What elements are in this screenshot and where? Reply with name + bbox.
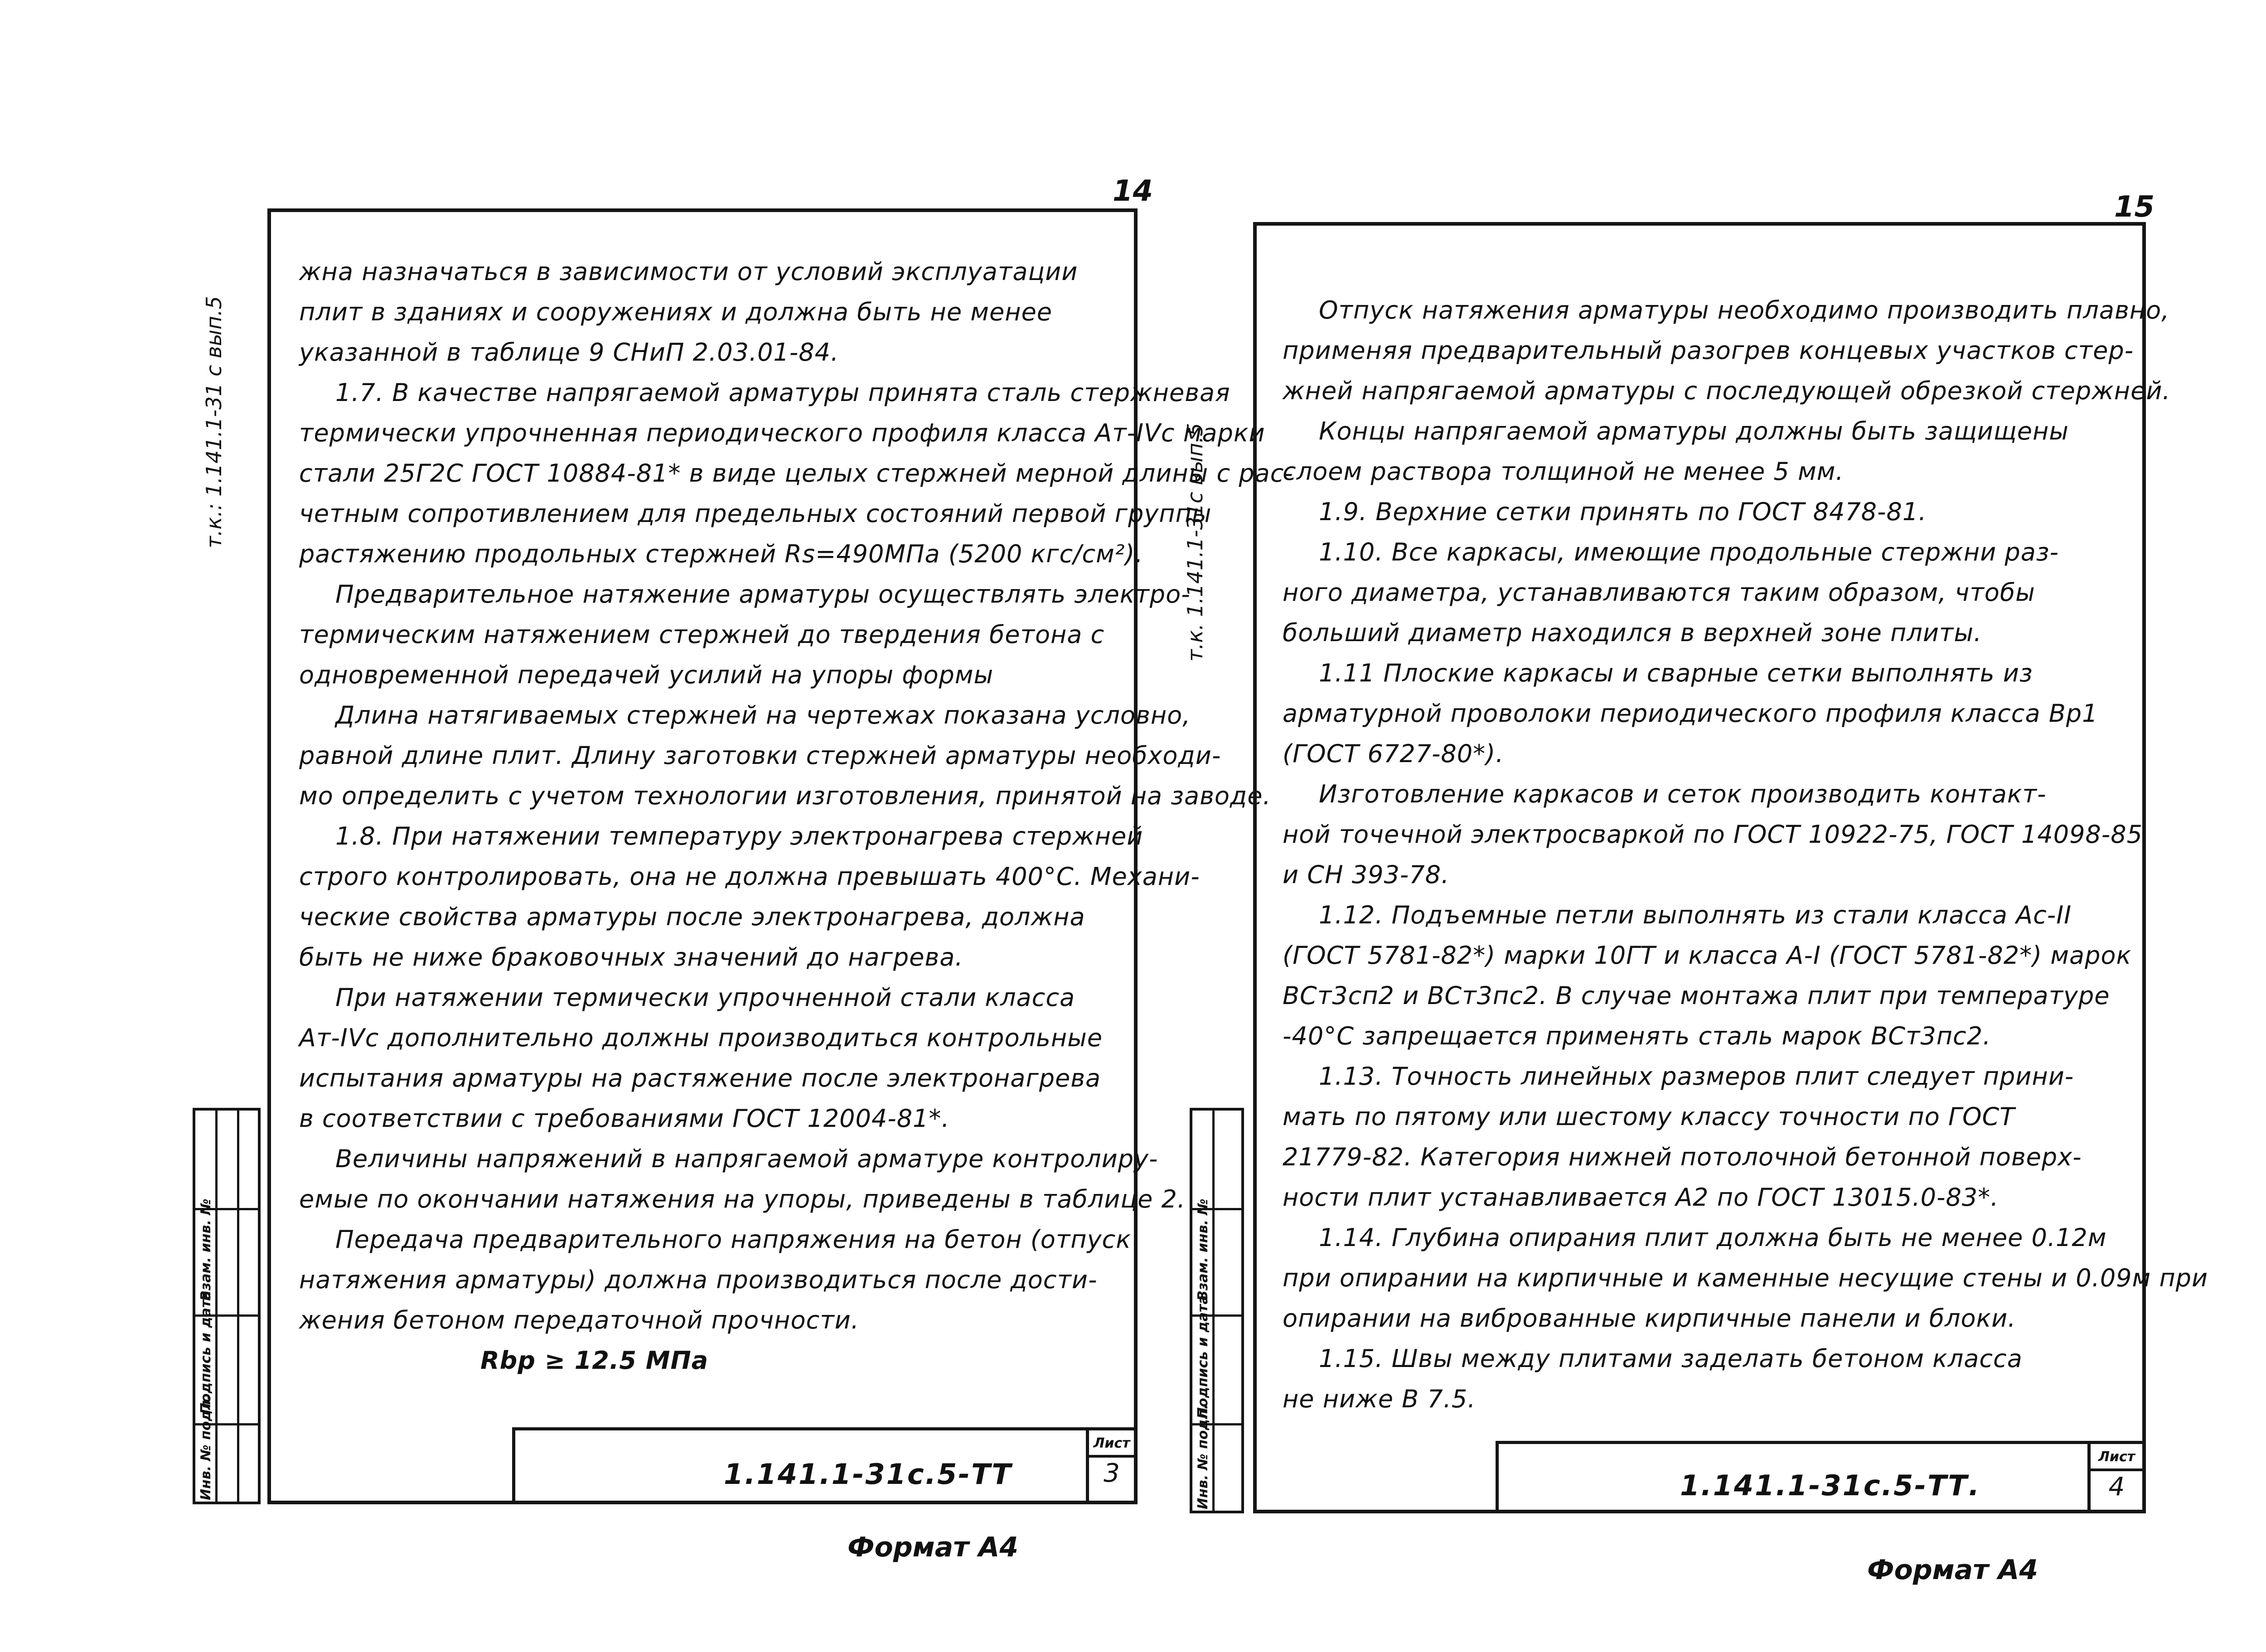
stamp-inv-label: Инв. № подл. [198, 1395, 214, 1500]
sheet-number: 3 [1104, 1459, 1120, 1488]
text-line: ного диаметра, устанавливаются таким образом, чтобы [1283, 578, 2035, 607]
text-line: термически упрочненная периодического профиля класса Ат-IVс марки [299, 419, 1265, 447]
stamp-signature-label: Подпись и дата [1195, 1295, 1211, 1419]
text-line: мо определить с учетом технологии изготовления, принятой на заводе. [299, 782, 1271, 810]
side-label-right: т.к. 1.141.1-31с вып.5 [1183, 423, 1207, 662]
text-line: испытания арматуры на растяжение после электронагрева [299, 1064, 1101, 1092]
text-line: натяжения арматуры) должна производиться после дости- [299, 1266, 1098, 1294]
sheet-label: Лист [1089, 1432, 1134, 1458]
text-line: плит в зданиях и сооружениях и должна быть не менее [299, 298, 1052, 326]
text-line: ВСт3сп2 и ВСт3пс2. В случае монтажа плит при температуре [1283, 981, 2110, 1010]
text-line: Изготовление каркасов и сеток производить контакт- [1319, 780, 2047, 808]
text-line: Отпуск натяжения арматуры необходимо производить плавно, [1319, 296, 2170, 324]
text-line: 1.13. Точность линейных размеров плит следует прини- [1319, 1062, 2074, 1091]
sheet-number-box [1086, 1430, 1134, 1501]
text-line: (ГОСТ 6727-80*). [1283, 739, 1504, 768]
text-line: жней напрягаемой арматуры с последующей обрезкой стержней. [1283, 377, 2171, 405]
text-line: указанной в таблице 9 СНиП 2.03.01-84. [299, 338, 839, 367]
text-line: четным сопротивлением для предельных состояний первой группы [299, 499, 1212, 528]
text-line: одновременной передачей усилий на упоры формы [299, 661, 994, 689]
document-code: 1.141.1-31с.5-ТТ [724, 1458, 1012, 1491]
text-line: емые по окончании натяжения на упоры, приведены в таблице 2. [299, 1185, 1186, 1213]
text-line: 21779-82. Категория нижней потолочной бетонной поверх- [1283, 1143, 2082, 1171]
text-line: равной длине плит. Длину заготовки стержней арматуры необходи- [299, 741, 1221, 770]
text-line: мать по пятому или шестому классу точности по ГОСТ [1283, 1102, 2015, 1131]
stamp-strip-right [1190, 1108, 1244, 1513]
text-line: 1.11 Плоские каркасы и сварные сетки выполнять из [1319, 659, 2033, 687]
text-line: 1.10. Все каркасы, имеющие продольные стержни раз- [1319, 538, 2059, 566]
text-line: в соответствии с требованиями ГОСТ 12004-81*. [299, 1104, 950, 1133]
text-line: строго контролировать, она не должна превышать 400°С. Механи- [299, 862, 1200, 891]
page-number-right: 15 [2114, 190, 2155, 224]
text-line: 1.7. В качестве напрягаемой арматуры принята сталь стержневая [335, 378, 1230, 407]
text-line: 1.15. Швы между плитами заделать бетоном класса [1319, 1344, 2023, 1373]
text-line: При натяжении термически упрочненной стали класса [335, 983, 1075, 1012]
text-line: не ниже В 7.5. [1283, 1385, 1476, 1413]
text-line: стали 25Г2С ГОСТ 10884-81* в виде целых стержней мерной длины с рас- [299, 459, 1293, 488]
page-number-left: 14 [1113, 174, 1153, 208]
formula-rbp: Rbp ≥ 12.5 МПа [480, 1346, 709, 1375]
text-line: Предварительное натяжение арматуры осуществлять электро- [335, 580, 1191, 609]
sheet-label: Лист [2091, 1446, 2143, 1471]
side-label-left: т.к.: 1.141.1-31 с вып.5 [202, 296, 226, 548]
text-line: Ат-IVс дополнительно должны производиться контрольные [299, 1024, 1103, 1052]
text-line: -40°С запрещается применять сталь марок ВСт3пс2. [1283, 1022, 1991, 1050]
text-line: опирании на виброванные кирпичные панели и блоки. [1283, 1304, 2016, 1333]
text-line: 1.9. Верхние сетки принять по ГОСТ 8478-81. [1319, 498, 1927, 526]
stamp-replace-label: Взам. инв. № [198, 1198, 214, 1301]
title-block-left [512, 1427, 1138, 1504]
title-block-right [1496, 1441, 2146, 1513]
text-line: и СН 393-78. [1283, 860, 1450, 889]
text-line: применяя предварительный разогрев концевых участков стер- [1283, 336, 2134, 365]
text-line: Передача предварительного напряжения на бетон (отпуск [335, 1225, 1131, 1254]
text-line: Концы напрягаемой арматуры должны быть защищены [1319, 417, 2069, 445]
stamp-replace-label: Взам. инв. № [1195, 1198, 1211, 1301]
text-line: слоем раствора толщиной не менее 5 мм. [1283, 457, 1844, 486]
text-line: при опирании на кирпичные и каменные несущие стены и 0.09м при [1283, 1264, 2208, 1292]
text-line: Длина натягиваемых стержней на чертежах показана условно, [335, 701, 1191, 729]
text-line: 1.12. Подъемные петли выполнять из стали класса Ас-II [1319, 901, 2072, 929]
format-label-right: Формат А4 [1867, 1554, 2038, 1586]
text-line: ческие свойства арматуры после электронагрева, должна [299, 903, 1085, 931]
text-line: арматурной проволоки периодического профиля класса Вр1 [1283, 699, 2098, 728]
text-line: Величины напряжений в напрягаемой арматуре контролиру- [335, 1145, 1158, 1173]
sheet-number: 4 [2108, 1472, 2125, 1502]
sheet-number-box [2087, 1444, 2143, 1510]
text-line: больший диаметр находился в верхней зоне плиты. [1283, 618, 1982, 647]
text-line: быть не ниже браковочных значений до нагрева. [299, 943, 964, 971]
text-line: ности плит устанавливается А2 по ГОСТ 13015.0-83*. [1283, 1183, 1999, 1212]
stamp-inv-label: Инв. № подл. [1195, 1404, 1211, 1509]
text-line: жения бетоном передаточной прочности. [299, 1306, 859, 1334]
format-label-left: Формат А4 [847, 1531, 1019, 1563]
text-line: жна назначаться в зависимости от условий эксплуатации [299, 257, 1078, 286]
text-line: (ГОСТ 5781-82*) марки 10ГТ и класса А-I (ГОСТ 5781-82*) марок [1283, 941, 2132, 970]
text-line: ной точечной электросваркой по ГОСТ 10922-75, ГОСТ 14098-85 [1283, 820, 2143, 849]
text-line: термическим натяжением стержней до твердения бетона с [299, 620, 1105, 649]
text-line: 1.8. При натяжении температуру электронагрева стержней [335, 822, 1143, 850]
text-line: растяжению продольных стержней Rs=490МПа (5200 кгс/см²). [299, 540, 1143, 568]
text-line: 1.14. Глубина опирания плит должна быть не менее 0.12м [1319, 1223, 2107, 1252]
right-page-body [1283, 290, 2208, 1419]
document-code: 1.141.1-31с.5-ТТ. [1680, 1469, 1981, 1502]
stamp-signature-label: Подпись и дата [198, 1290, 214, 1414]
stamp-strip-left [193, 1108, 261, 1504]
